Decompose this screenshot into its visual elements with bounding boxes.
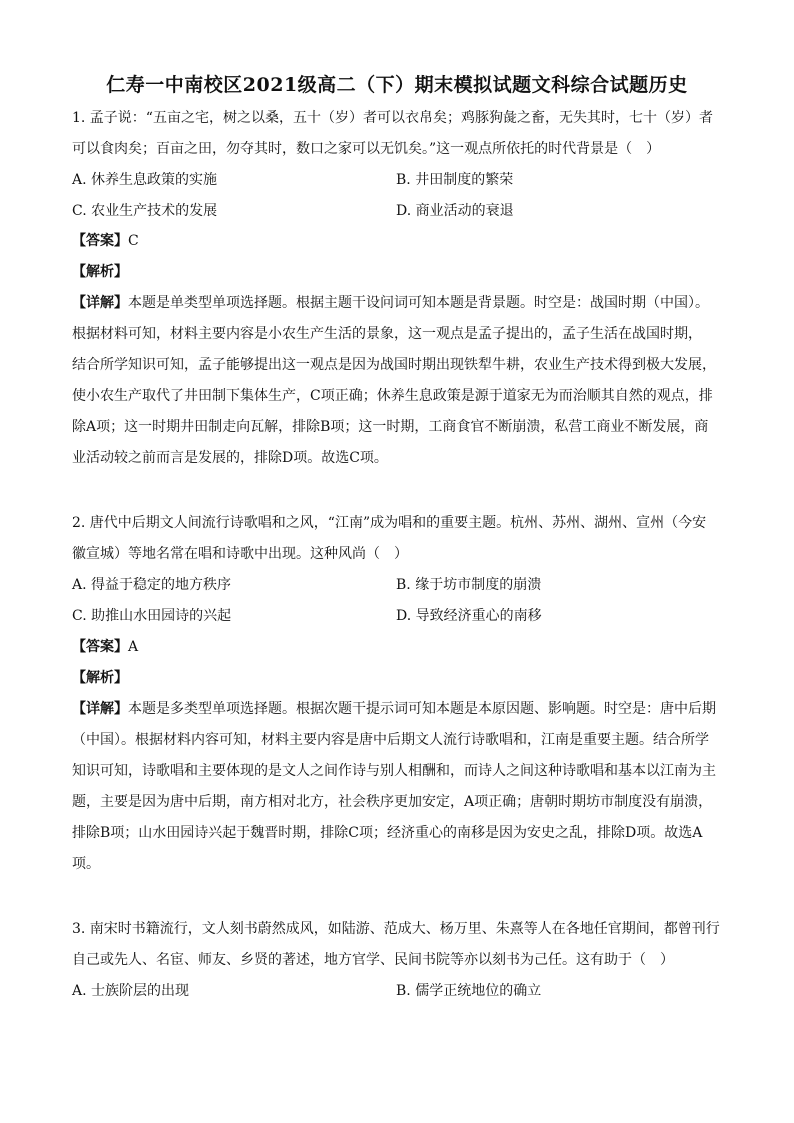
q2-analysis-label <box>72 663 128 694</box>
q2-detail-text-1: 本题是多类型单项选择题。根据次题干提示词可知本题是本原因题、影响题。时空是：唐中后期 <box>128 701 716 717</box>
q1-detail-line-4: 使小农生产取代了井田制下集体生产，C项正确；休养生息政策是源于道家无为而治顺其自然的观点，排 <box>72 388 713 404</box>
q1-answer-value: C <box>128 233 139 249</box>
answer-label: 【答案】 <box>72 639 128 655</box>
page-title: 仁寿一中南校区2021级高二（下）期末模拟试题文科综合试题历史 <box>106 74 688 96</box>
q1-answer <box>72 226 139 257</box>
q1-detail-line-6: 业活动较之前而言是发展的，排除D项。故选C项。 <box>72 450 388 466</box>
q3-option-a: A. 士族阶层的出现 <box>72 983 190 999</box>
q2-option-d: D. 导致经济重心的南移 <box>396 608 542 624</box>
q2-answer <box>72 632 138 663</box>
q2-stem-line-2: 徽宣城）等地名常在唱和诗歌中出现。这种风尚（ ） <box>72 546 408 562</box>
q2-option-a: A. 得益于稳定的地方秩序 <box>72 577 232 593</box>
q3-stem-line-2: 自己或先人、名宦、师友、乡贤的著述，地方官学、民间书院等亦以刻书为己任。这有助于（ ） <box>72 952 674 968</box>
q1-detail-line-1 <box>72 288 727 319</box>
q2-detail-line-6: 项。 <box>72 856 100 872</box>
q2-option-c: C. 助推山水田园诗的兴起 <box>72 608 232 624</box>
q3-stem-line-1: 3. 南宋时书籍流行，文人刻书蔚然成风，如陆游、范成大、杨万里、朱熹等人在各地任官期间，都曾刊行 <box>72 921 720 937</box>
q2-detail-line-2: （中国）。根据材料内容可知，材料主要内容是唐中后期文人流行诗歌唱和，江南是重要主题。结合所学 <box>72 732 709 748</box>
q3-option-b: B. 儒学正统地位的确立 <box>396 983 542 999</box>
q2-detail-line-3: 知识可知，诗歌唱和主要体现的是文人之间作诗与别人相酬和，而诗人之间这种诗歌唱和基本以江南为主 <box>72 763 716 779</box>
q1-analysis-label <box>72 257 128 288</box>
q2-option-b: B. 缘于坊市制度的崩溃 <box>396 577 542 593</box>
q1-detail-line-3: 结合所学知识可知，孟子能够提出这一观点是因为战国时期出现铁犁牛耕，农业生产技术得到极大发展， <box>72 357 716 373</box>
q2-answer-value: A <box>128 639 139 655</box>
q1-detail-line-2: 根据材料可知，材料主要内容是小农生产生活的景象，这一观点是孟子提出的，孟子生活在战国时期， <box>72 326 702 342</box>
q1-option-a: A. 休养生息政策的实施 <box>72 172 218 188</box>
detail-label: 【详解】 <box>72 701 128 717</box>
q2-stem-line-1: 2. 唐代中后期文人间流行诗歌唱和之风，“江南”成为唱和的重要主题。杭州、苏州、湖州、宣州（今安 <box>72 515 707 531</box>
q2-detail-line-1 <box>72 694 727 725</box>
q1-stem-line-2: 可以食肉矣；百亩之田，勿夺其时，数口之家可以无饥矣。”这一观点所依托的时代背景是（ ） <box>72 141 661 157</box>
q1-option-c: C. 农业生产技术的发展 <box>72 203 218 219</box>
q1-stem-line-1: 1. 孟子说：“五亩之宅，树之以桑，五十（岁）者可以衣帛矣；鸡豚狗彘之畜，无失其时，七十（岁）者 <box>72 110 713 126</box>
q1-detail-line-5: 除A项；这一时期井田制走向瓦解，排除B项；这一时期，工商食官不断崩溃，私营工商业不断发展，商 <box>72 419 709 435</box>
analysis-label: 【解析】 <box>72 264 128 280</box>
q2-detail-line-5: 排除B项；山水田园诗兴起于魏晋时期，排除C项；经济重心的南移是因为安史之乱，排除D项。故选A <box>72 825 703 841</box>
answer-label: 【答案】 <box>72 233 128 249</box>
q1-option-b: B. 井田制度的繁荣 <box>396 172 514 188</box>
detail-label: 【详解】 <box>72 295 128 311</box>
q2-detail-line-4: 题，主要是因为唐中后期，南方相对北方，社会秩序更加安定，A项正确；唐朝时期坊市制度没有崩溃， <box>72 794 713 810</box>
analysis-label: 【解析】 <box>72 670 128 686</box>
q1-detail-text-1: 本题是单类型单项选择题。根据主题干设问词可知本题是背景题。时空是：战国时期（中国）。 <box>128 295 709 311</box>
q1-option-d: D. 商业活动的衰退 <box>396 203 514 219</box>
